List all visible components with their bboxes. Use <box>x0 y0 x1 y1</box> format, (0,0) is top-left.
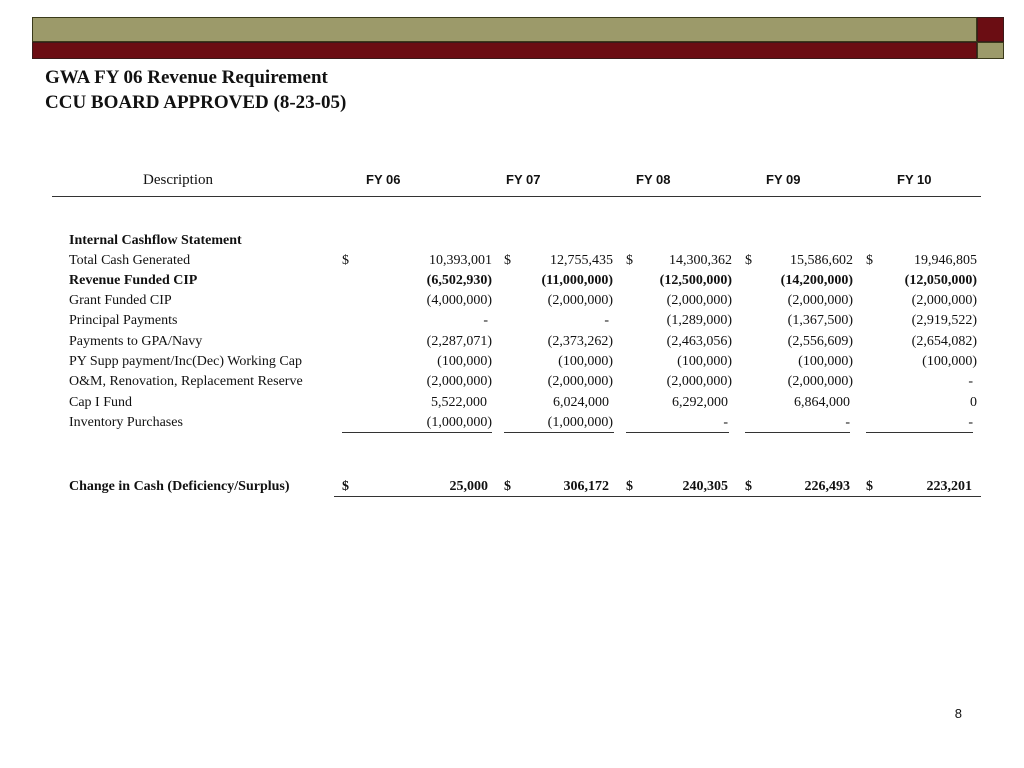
total-rule <box>334 496 981 497</box>
header-band-olive <box>32 17 977 42</box>
cell-fy10: (12,050,000) <box>904 273 977 288</box>
cell-fy06: 10,393,001 <box>429 253 492 268</box>
dollar-sign: $ <box>342 479 349 494</box>
subtotal-rule <box>626 432 729 433</box>
cell-fy09: 6,864,000 <box>794 395 850 410</box>
cell-fy08: - <box>723 415 728 430</box>
year-header-fy10: FY 10 <box>897 172 932 187</box>
year-header-fy06: FY 06 <box>366 172 401 187</box>
description-header: Description <box>143 172 213 188</box>
table-row <box>0 293 1024 313</box>
cell-fy10: 19,946,805 <box>914 253 977 268</box>
row-label: PY Supp payment/Inc(Dec) Working Cap <box>69 354 302 369</box>
cell-fy07: (2,000,000) <box>547 293 613 308</box>
cell-fy10: (2,000,000) <box>911 293 977 308</box>
cell-fy10: - <box>968 415 973 430</box>
total-fy10: 223,201 <box>926 479 972 494</box>
subtotal-rule <box>866 432 973 433</box>
header-band-olive-square <box>977 42 1004 59</box>
cell-fy09: (2,000,000) <box>787 374 853 389</box>
cell-fy09: 15,586,602 <box>790 253 853 268</box>
cell-fy10: (100,000) <box>922 354 977 369</box>
cell-fy08: (2,000,000) <box>666 374 732 389</box>
cell-fy06: (2,000,000) <box>426 374 492 389</box>
cell-fy08: (2,463,056) <box>666 334 732 349</box>
cell-fy08: 14,300,362 <box>669 253 732 268</box>
total-label: Change in Cash (Deficiency/Surplus) <box>69 479 290 494</box>
total-fy08: 240,305 <box>682 479 728 494</box>
cell-fy07: (2,000,000) <box>547 374 613 389</box>
cell-fy09: (1,367,500) <box>787 313 853 328</box>
cell-fy08: 6,292,000 <box>672 395 728 410</box>
row-label: O&M, Renovation, Replacement Reserve <box>69 374 303 389</box>
subtotal-rule <box>342 432 492 433</box>
cell-fy06: (4,000,000) <box>426 293 492 308</box>
cell-fy07: (100,000) <box>558 354 613 369</box>
section-title: Internal Cashflow Statement <box>69 233 242 248</box>
cell-fy10: 0 <box>970 395 977 410</box>
header-band-maroon <box>32 42 977 59</box>
cell-fy07: (1,000,000) <box>547 415 613 430</box>
cell-fy07: (11,000,000) <box>541 273 613 288</box>
cell-fy06: (1,000,000) <box>426 415 492 430</box>
year-header-fy09: FY 09 <box>766 172 801 187</box>
dollar-sign: $ <box>745 479 752 494</box>
cell-fy06: - <box>483 313 488 328</box>
dollar-sign: $ <box>866 479 873 494</box>
dollar-sign: $ <box>866 253 873 268</box>
cell-fy08: (1,289,000) <box>666 313 732 328</box>
slide-subtitle: CCU BOARD APPROVED (8-23-05) <box>45 92 347 113</box>
subtotal-rule <box>745 432 850 433</box>
dollar-sign: $ <box>342 253 349 268</box>
row-label: Total Cash Generated <box>69 253 191 268</box>
row-label: Principal Payments <box>69 313 178 328</box>
dollar-sign: $ <box>745 253 752 268</box>
row-label: Grant Funded CIP <box>69 293 172 308</box>
cell-fy07: 12,755,435 <box>550 253 613 268</box>
cell-fy06: (100,000) <box>437 354 492 369</box>
cell-fy10: (2,919,522) <box>911 313 977 328</box>
row-label: Payments to GPA/Navy <box>69 334 203 349</box>
total-fy09: 226,493 <box>804 479 850 494</box>
table-row <box>0 273 1024 293</box>
cell-fy09: - <box>845 415 850 430</box>
cell-fy10: - <box>968 374 973 389</box>
table-row <box>0 395 1024 415</box>
section-title-row <box>0 233 1024 253</box>
cell-fy08: (12,500,000) <box>659 273 732 288</box>
dollar-sign: $ <box>626 479 633 494</box>
dollar-sign: $ <box>504 253 511 268</box>
cell-fy09: (2,000,000) <box>787 293 853 308</box>
cell-fy08: (100,000) <box>677 354 732 369</box>
table-row <box>0 313 1024 333</box>
year-header-fy08: FY 08 <box>636 172 671 187</box>
slide-title: GWA FY 06 Revenue Requirement <box>45 67 328 88</box>
row-label: Inventory Purchases <box>69 415 183 430</box>
dollar-sign: $ <box>504 479 511 494</box>
dollar-sign: $ <box>626 253 633 268</box>
cell-fy10: (2,654,082) <box>911 334 977 349</box>
header-divider <box>52 196 981 197</box>
table-row <box>0 334 1024 354</box>
cell-fy06: (2,287,071) <box>426 334 492 349</box>
year-header-fy07: FY 07 <box>506 172 541 187</box>
row-label: Cap I Fund <box>69 395 132 410</box>
cell-fy06: 5,522,000 <box>431 395 487 410</box>
row-label: Revenue Funded CIP <box>69 273 198 288</box>
cell-fy07: (2,373,262) <box>547 334 613 349</box>
cell-fy08: (2,000,000) <box>666 293 732 308</box>
total-fy07: 306,172 <box>563 479 609 494</box>
cell-fy09: (2,556,609) <box>787 334 853 349</box>
cell-fy07: - <box>604 313 609 328</box>
cell-fy09: (14,200,000) <box>780 273 853 288</box>
table-row <box>0 354 1024 374</box>
table-row <box>0 374 1024 394</box>
total-fy06: 25,000 <box>449 479 488 494</box>
table-row <box>0 253 1024 273</box>
cell-fy09: (100,000) <box>798 354 853 369</box>
subtotal-rule <box>504 432 614 433</box>
header-band-maroon-square <box>977 17 1004 42</box>
cell-fy06: (6,502,930) <box>426 273 492 288</box>
cell-fy07: 6,024,000 <box>553 395 609 410</box>
page-number: 8 <box>954 706 962 721</box>
